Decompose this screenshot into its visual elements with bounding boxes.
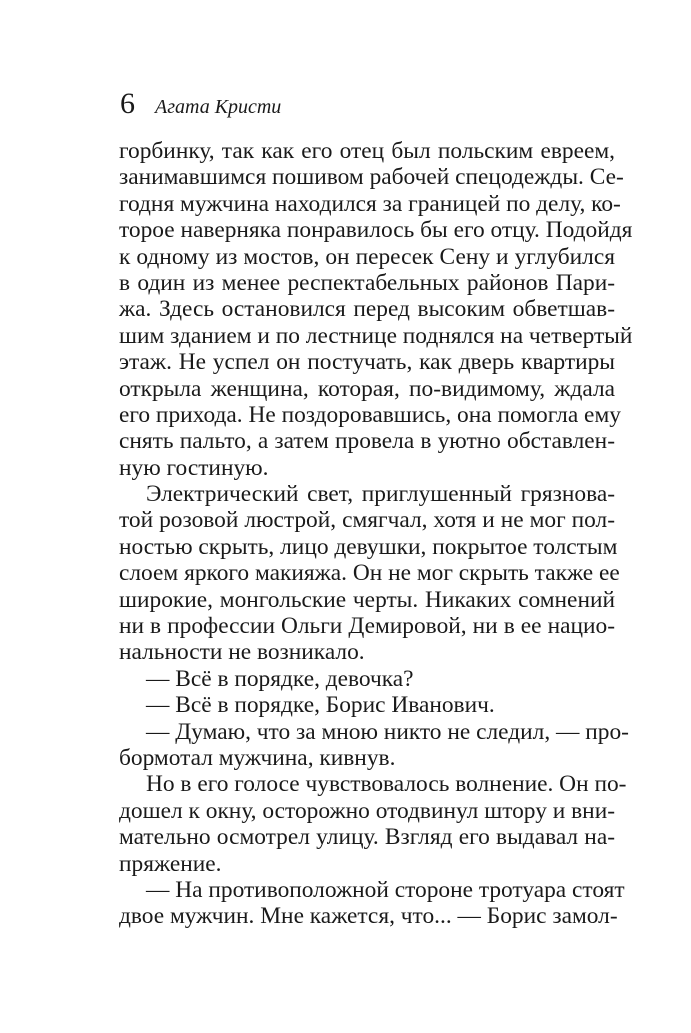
text-line: мательно осмотрел улицу. Взгляд его выдавал на-: [119, 824, 615, 851]
text-line: жа. Здесь остановился перед высоким обветшав-: [119, 296, 615, 323]
text-line: пряжение.: [119, 850, 222, 877]
text-line: — Думаю, что за мною никто не следил, — про-: [146, 718, 629, 745]
text-line: нальности не возникало.: [119, 639, 365, 666]
text-line: той розовой люстрой, смягчал, хотя и не мог пол-: [119, 507, 615, 534]
running-header: [120, 84, 281, 124]
text-line: ную гостиную.: [119, 454, 269, 481]
text-line: его прихода. Не поздоровавшись, она помогла ему: [119, 401, 621, 428]
text-line: этаж. Не успел он постучать, как дверь квартиры: [119, 349, 615, 376]
text-line: Электрический свет, приглушенный грязнова-: [146, 481, 615, 508]
running-head-author: Агата Кристи: [155, 96, 282, 118]
text-line: к одному из мостов, он пересек Сену и углубился: [119, 243, 615, 270]
page-number: 6: [120, 87, 135, 120]
text-line: открыла женщина, которая, по-видимому, ждала: [119, 375, 615, 402]
text-line: горбинку, так как его отец был польским евреем,: [119, 138, 615, 164]
text-line: в один из менее респектабельных районов Пари-: [119, 269, 615, 296]
text-line: снять пальто, а затем провела в уютно обставлен-: [119, 428, 615, 455]
text-line: занимавшимся пошивом рабочей спецодежды. Се-: [119, 164, 624, 191]
text-line: торое наверняка понравилось бы его отцу. Подойдя: [119, 217, 633, 244]
text-line: — Всё в порядке, девочка?: [146, 665, 414, 692]
text-line: ни в профессии Ольги Демировой, ни в ее нацио-: [119, 613, 615, 640]
text-line: слоем яркого макияжа. Он не мог скрыть также ее: [119, 560, 620, 587]
body-text: [119, 138, 633, 930]
text-line: Но в его голосе чувствовалось волнение. Он по-: [146, 771, 627, 798]
text-line: дошел к окну, осторожно отодвинул штору и вни-: [119, 797, 615, 824]
text-line: — На противоположной стороне тротуара стоят: [146, 876, 625, 903]
text-line: бормотал мужчина, кивнув.: [119, 744, 396, 771]
text-line: годня мужчина находился за границей по делу, ко-: [119, 190, 621, 217]
text-line: ностью скрыть, лицо девушки, покрытое толстым: [119, 533, 618, 560]
text-line: двое мужчин. Мне кажется, что... — Борис замол-: [119, 903, 618, 930]
text-line: шим зданием и по лестнице поднялся на четвертый: [119, 322, 633, 349]
text-line: широкие, монгольские черты. Никаких сомнений: [119, 586, 615, 613]
text-line: — Всё в порядке, Борис Иванович.: [146, 692, 495, 719]
